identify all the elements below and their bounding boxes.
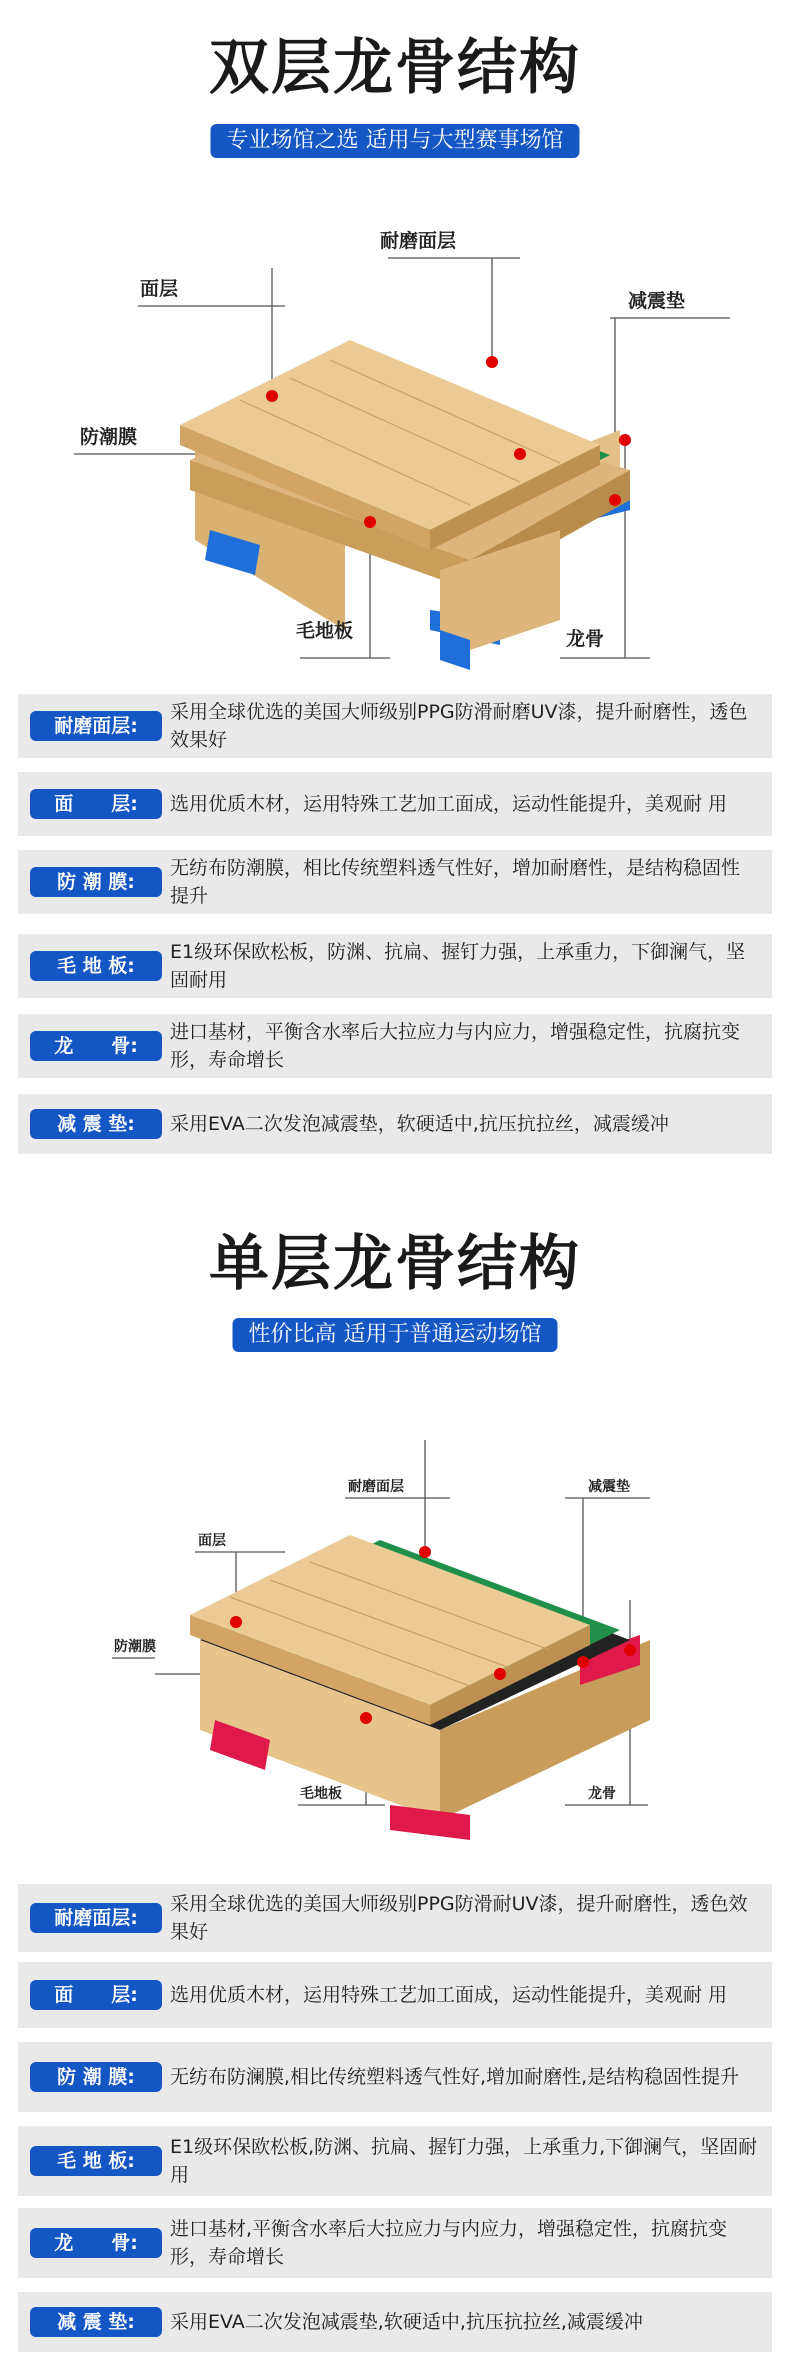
callout-shock-pad: 减震垫 — [628, 290, 686, 312]
spec-row — [18, 2042, 772, 2112]
callout-subfloor: 毛地板 — [296, 620, 354, 642]
section1-subtitle: 专业场馆之选 适用与大型赛事场馆 — [211, 124, 580, 158]
spec-row — [18, 2208, 772, 2278]
single-joist-diagram — [0, 1400, 790, 1840]
spec-desc: 进口基材,平衡含水率后大拉应力与内应力，增强稳定性，抗腐抗变形，寿命增长 — [170, 2218, 728, 2268]
callout-surface: 面层 — [198, 1533, 226, 1549]
spec-tag: 面 层: — [30, 789, 162, 819]
spec-tag: 龙 骨: — [30, 2228, 162, 2258]
section1-spec-list — [18, 694, 772, 1154]
callout-moisture-film: 防潮膜 — [114, 1639, 156, 1655]
spec-tag: 防 潮 膜: — [30, 2062, 162, 2092]
spec-tag: 面 层: — [30, 1980, 162, 2010]
spec-desc: 选用优质木材，运用特殊工艺加工面成，运动性能提升，美观耐 用 — [170, 793, 728, 815]
spec-desc: E1级环保欧松板,防渊、抗扁、握钉力强，上承重力,下御澜气，坚固耐用 — [170, 2136, 758, 2186]
spec-row — [18, 1884, 772, 1952]
section2-spec-list — [18, 1884, 772, 2364]
callout-subfloor: 毛地板 — [300, 1786, 342, 1802]
spec-tag: 耐磨面层: — [30, 711, 162, 741]
callout-joist: 龙骨 — [588, 1786, 616, 1802]
spec-tag: 减 震 垫: — [30, 2307, 162, 2337]
spec-tag: 毛 地 板: — [30, 951, 162, 981]
section2-subtitle: 性价比高 适用于普通运动场馆 — [233, 1318, 558, 1352]
spec-row — [18, 2292, 772, 2352]
spec-tag: 耐磨面层: — [30, 1903, 162, 1933]
callout-wear-layer: 耐磨面层 — [348, 1479, 404, 1495]
double-joist-diagram — [0, 200, 790, 670]
spec-row — [18, 1094, 772, 1154]
callout-joist: 龙骨 — [566, 628, 605, 650]
spec-desc: 进口基材，平衡含水率后大拉应力与内应力，增强稳定性，抗腐抗变形，寿命增长 — [170, 1021, 741, 1071]
spec-row — [18, 2126, 772, 2196]
callout-wear-layer: 耐磨面层 — [380, 230, 457, 252]
callout-shock-pad: 减震垫 — [588, 1479, 630, 1495]
spec-tag: 减 震 垫: — [30, 1109, 162, 1139]
spec-desc: E1级环保欧松板，防渊、抗扁、握钉力强，上承重力，下御澜气，坚固耐用 — [170, 941, 746, 991]
single-joist-illustration — [0, 1400, 790, 1840]
spec-desc: 采用EVA二次发泡减震垫，软硬适中,抗压抗拉丝，减震缓冲 — [170, 1113, 669, 1135]
spec-row — [18, 934, 772, 998]
spec-desc: 选用优质木材，运用特殊工艺加工面成，运动性能提升，美观耐 用 — [170, 1984, 728, 2006]
spec-desc: 采用全球优选的美国大师级别PPG防滑耐磨UV漆，提升耐磨性，透色效果好 — [170, 701, 748, 751]
section2-title: 单层龙骨结构 — [209, 1229, 581, 1299]
spec-tag: 防 潮 膜: — [30, 867, 162, 897]
spec-row — [18, 1014, 772, 1078]
callout-surface: 面层 — [140, 278, 179, 300]
spec-desc: 无纺布防澜膜,相比传统塑料透气性好,增加耐磨性,是结构稳固性提升 — [170, 2066, 740, 2088]
callout-moisture-film: 防潮膜 — [80, 426, 138, 448]
spec-desc: 采用全球优选的美国大师级别PPG防滑耐UV漆，提升耐磨性，透色效果好 — [170, 1893, 748, 1943]
spec-row — [18, 850, 772, 914]
spec-row — [18, 694, 772, 758]
spec-row — [18, 772, 772, 836]
spec-tag: 毛 地 板: — [30, 2146, 162, 2176]
section1-title: 双层龙骨结构 — [209, 33, 581, 103]
spec-desc: 无纺布防潮膜，相比传统塑料透气性好，增加耐磨性，是结构稳固性提升 — [170, 857, 741, 907]
spec-row — [18, 1962, 772, 2028]
spec-desc: 采用EVA二次发泡减震垫,软硬适中,抗压抗拉丝,减震缓冲 — [170, 2311, 643, 2333]
spec-tag: 龙 骨: — [30, 1031, 162, 1061]
